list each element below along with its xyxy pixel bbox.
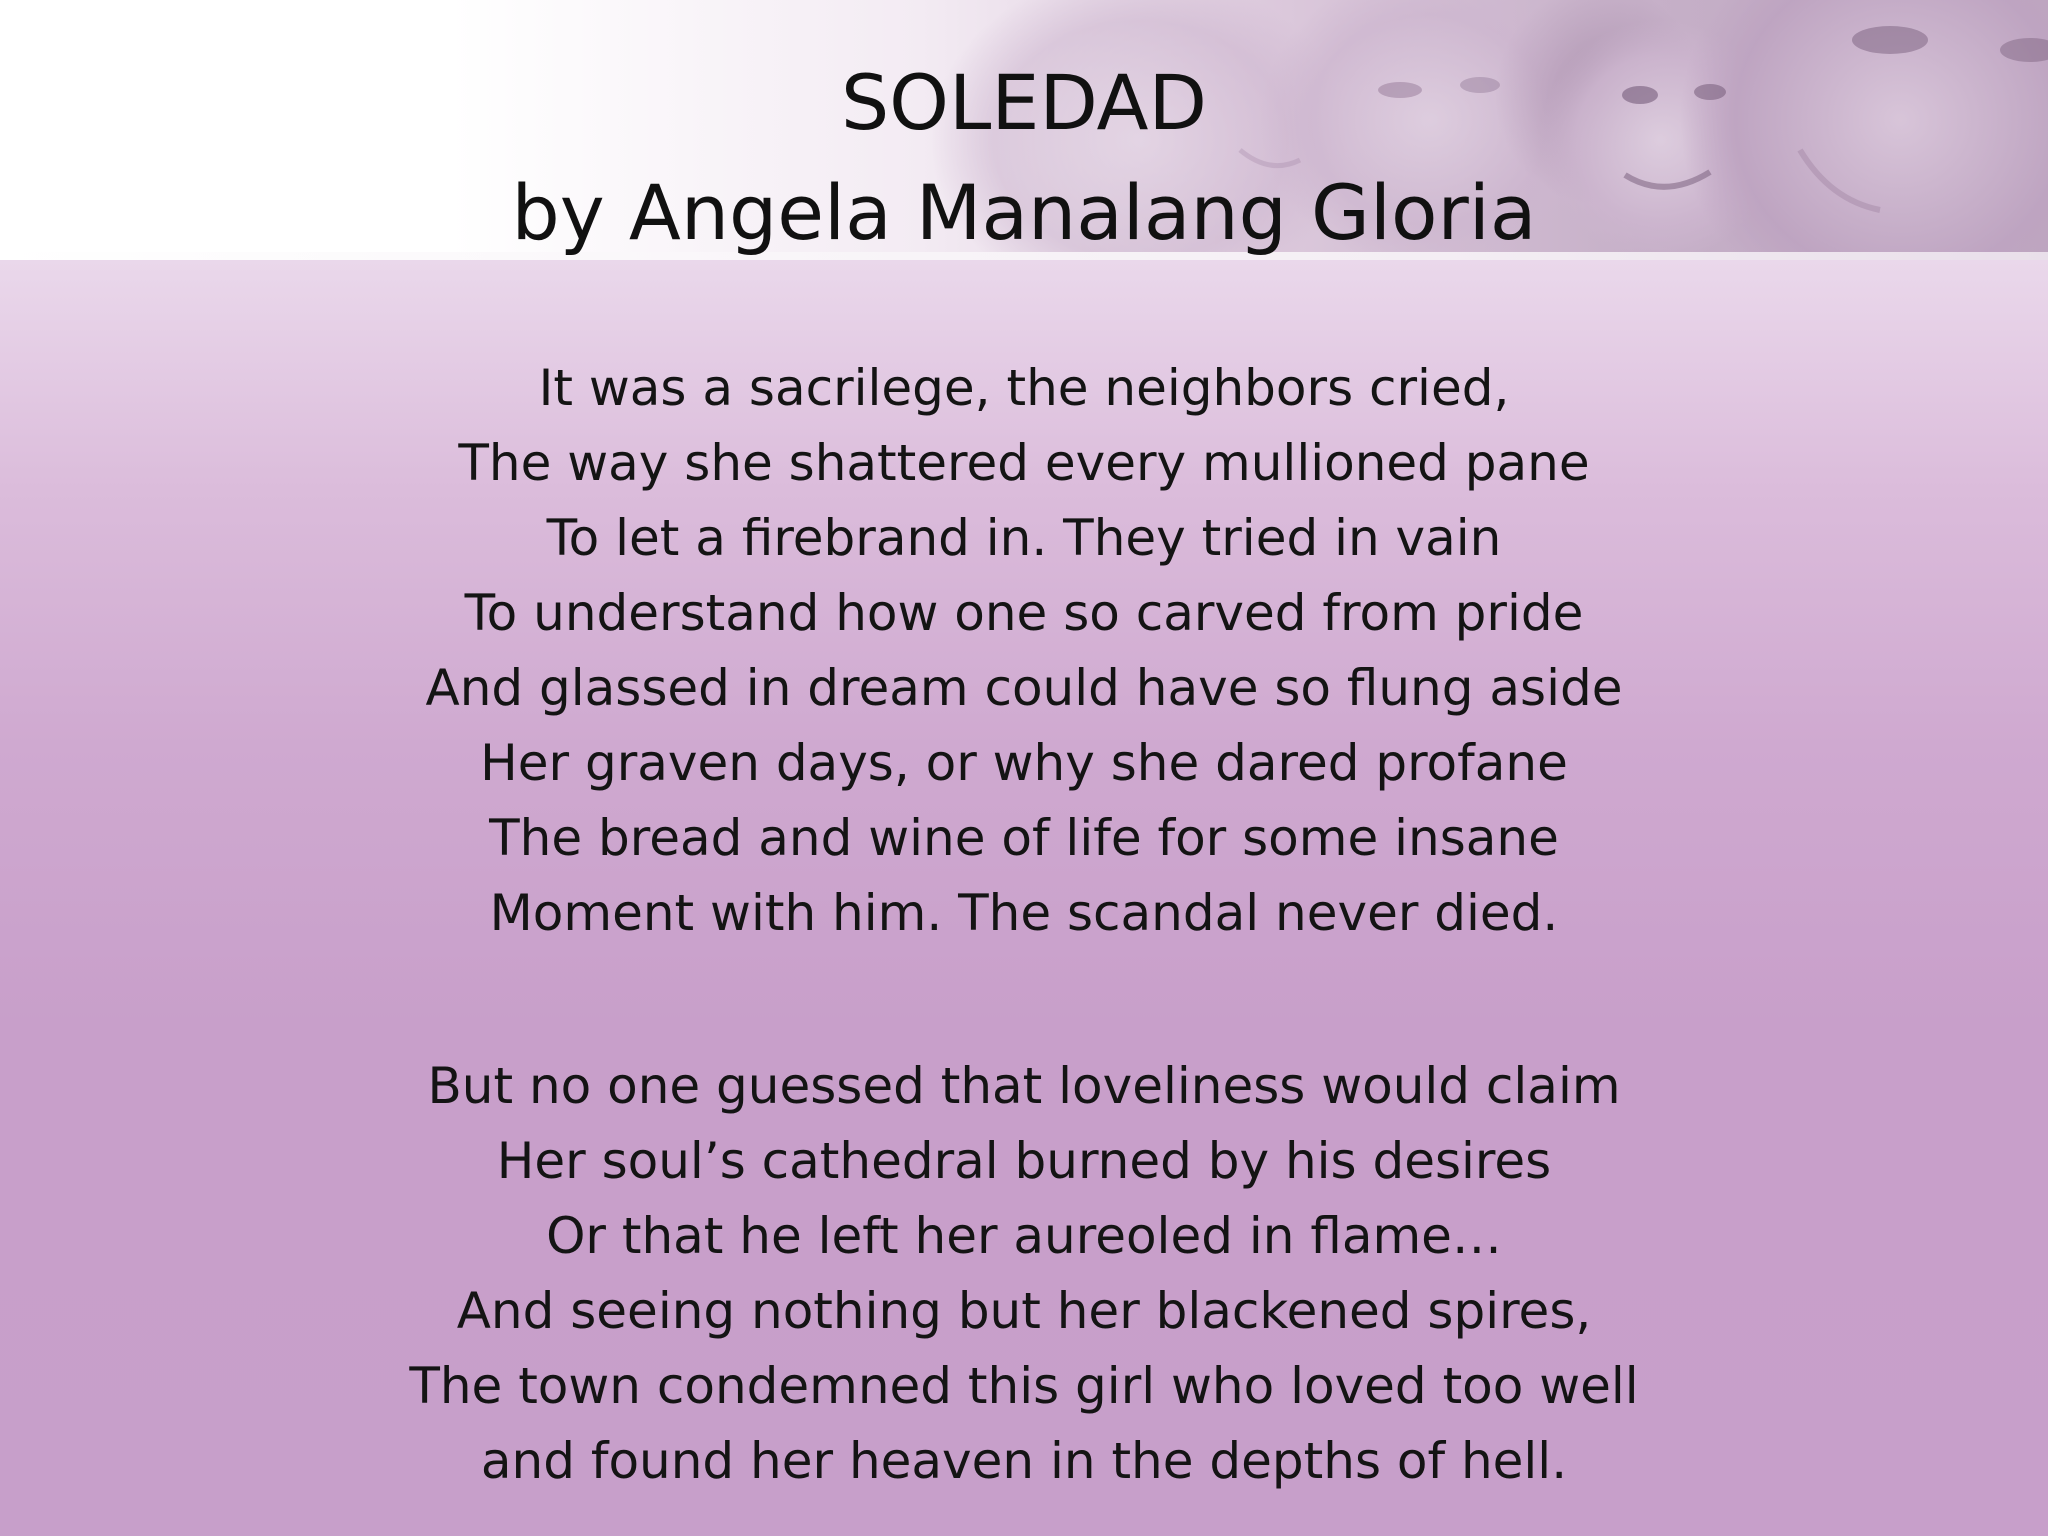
poem-line: The way she shattered every mullioned pane [458, 434, 1590, 492]
poem-line: To let a firebrand in. They tried in vain [546, 509, 1502, 567]
poem-stanza-1 [0, 351, 2048, 951]
poem-line: To understand how one so carved from pride [464, 584, 1584, 642]
page-title [0, 48, 2048, 268]
poem-line: Or that he left her aureoled in flame… [546, 1207, 1502, 1265]
poem-line: The bread and wine of life for some insane [489, 809, 1559, 867]
poem-line: And seeing nothing but her blackened spires, [456, 1282, 1592, 1340]
title-line: SOLEDAD [840, 58, 1208, 147]
author-line: by Angela Manalang Gloria [511, 168, 1537, 257]
poem-line: It was a sacrilege, the neighbors cried, [538, 359, 1510, 417]
poem-line: Her graven days, or why she dared profane [480, 734, 1568, 792]
poem-line: But no one guessed that loveliness would claim [427, 1057, 1621, 1115]
poem-line: Her soul’s cathedral burned by his desires [496, 1132, 1552, 1190]
poem-line: Moment with him. The scandal never died. [489, 884, 1559, 942]
poem-stanza-2 [0, 1049, 2048, 1499]
poem-line: The town condemned this girl who loved too well [409, 1357, 1639, 1415]
poem-line: and found her heaven in the depths of hell. [480, 1432, 1568, 1490]
poem-line: And glassed in dream could have so flung aside [425, 659, 1623, 717]
